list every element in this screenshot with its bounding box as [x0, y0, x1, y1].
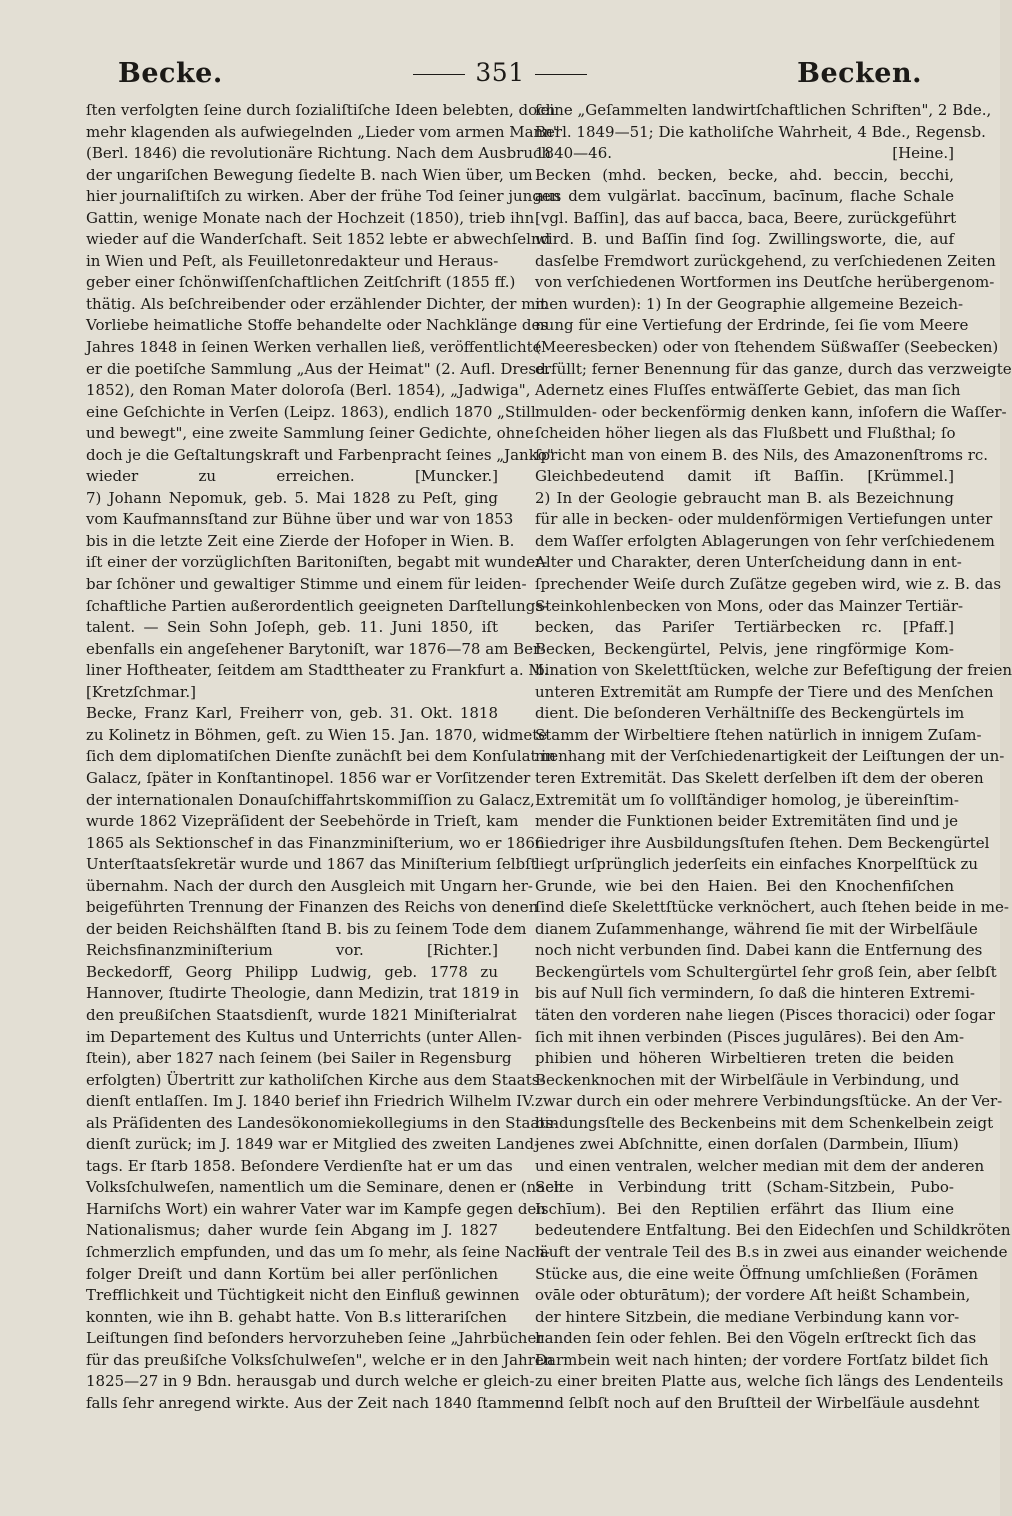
text-line: Ischīum). Bei den Reptilien erfährt das Ilium eine: [535, 1199, 954, 1218]
text-line: als Präſidenten des Landesökonomiekollegiums in den Staats-: [86, 1113, 559, 1132]
text-line: mehr klagenden als aufwiegelnden „Lieder vom armen Mann": [86, 122, 560, 141]
text-line: ſich mit ihnen verbinden (Pisces jugulāres). Bei den Am-: [535, 1027, 965, 1046]
text-line: Stamm der Wirbeltiere ſtehen natürlich in innigem Zuſam-: [535, 725, 982, 744]
text-line: hier journaliſtiſch zu wirken. Aber der frühe Tod ſeiner jungen: [86, 187, 561, 206]
text-line: talent. — Sein Sohn Joſeph, geb. 11. Juni 1850, iſt: [86, 618, 498, 637]
text-line: dienſt entlaſſen. Im J. 1840 berief ihn Friedrich Wilhelm IV.: [86, 1092, 536, 1111]
text-line: Adernetz eines Fluſſes entwäſſerte Gebiet, das man ſich: [535, 381, 961, 400]
text-line: in Wien und Peſt, als Feuilletonredakteur und Heraus-: [86, 251, 499, 270]
text-line: täten den vorderen nahe liegen (Pisces thoracici) oder ſogar: [535, 1005, 995, 1024]
text-line: ſchmerzlich empfunden, und das um ſo mehr, als ſeine Nach-: [86, 1242, 550, 1261]
text-line: erfolgten) Übertritt zur katholiſchen Kirche aus dem Staats-: [86, 1070, 545, 1089]
rule-left: [413, 74, 465, 75]
text-line: Berl. 1849—51; Die katholiſche Wahrheit, 4 Bde., Regensb.: [535, 122, 986, 141]
text-line: phibien und höheren Wirbeltieren treten die beiden: [535, 1049, 954, 1068]
text-line: Gattin, wenige Monate nach der Hochzeit (1850), trieb ihn: [86, 208, 535, 227]
text-line: ebenfalls ein angeſehener Barytoniſt, war 1876—78 am Ber-: [86, 639, 546, 658]
text-line: falls ſehr anregend wirkte. Aus der Zeit nach 1840 ſtammen: [86, 1393, 545, 1412]
text-line: thätig. Als beſchreibender oder erzählender Dichter, der mit: [86, 294, 547, 313]
text-line: Trefflichkeit und Tüchtigkeit nicht den Einfluß gewinnen: [86, 1286, 520, 1305]
text-line: dem Waſſer erfolgten Ablagerungen von ſehr verſchiedenem: [535, 531, 995, 550]
text-line: der hintere Sitzbein, die mediane Verbindung kann vor-: [535, 1307, 960, 1326]
text-line: bar ſchöner und gewaltiger Stimme und einem für leiden-: [86, 575, 527, 594]
text-line: dianem Zuſammenhange, während ſie mit der Wirbelſäule: [535, 919, 978, 938]
text-line: Volksſchulweſen, namentlich um die Seminare, denen er (nach: [86, 1178, 564, 1197]
text-line: bis auf Null ſich vermindern, ſo daß die hinteren Extremi-: [535, 984, 975, 1003]
text-line: doch je die Geſtaltungskraft und Farbenpracht ſeines „Janko": [86, 445, 554, 464]
text-line: 7) Johann Nepomuk, geb. 5. Mai 1828 zu Peſt, ging: [86, 488, 498, 507]
text-line: Stücke aus, die eine weite Öffnung umſchließen (Forāmen: [535, 1264, 979, 1283]
text-line: [vgl. Baſſin], das auf bacca, baca, Beere, zurückgeführt: [535, 208, 957, 227]
text-line: Beckedorff, Georg Philipp Ludwig, geb. 1778 zu: [86, 962, 498, 981]
text-line: den preußiſchen Staatsdienſt, wurde 1821 Miniſterialrat: [86, 1005, 517, 1024]
text-line: läuft der ventrale Teil des B.s in zwei aus einander weichende: [535, 1242, 1008, 1261]
text-line: dienſt zurück; im J. 1849 war er Mitglied des zweiten Land-: [86, 1135, 540, 1154]
text-line: Darmbein weit nach hinten; der vordere Fortſatz bildet ſich: [535, 1350, 989, 1369]
running-head-left: Becke.: [118, 58, 223, 89]
text-line: und einen ventralen, welcher median mit dem der anderen: [535, 1156, 985, 1175]
text-line: wieder auf die Wanderſchaft. Seit 1852 lebte er abwechſelnd: [86, 230, 551, 249]
text-line: Alter und Charakter, deren Unterſcheidung dann in ent-: [535, 553, 962, 572]
text-line: 1865 als Sektionschef in das Finanzminiſterium, wo er 1866: [86, 833, 545, 852]
text-line: Reichsfinanzminiſterium vor. [Richter.]: [86, 941, 498, 960]
text-line: liner Hoftheater, ſeitdem am Stadttheater zu Frankfurt a. M.: [86, 661, 549, 680]
text-line: Beckengürtels vom Schultergürtel ſehr groß ſein, aber ſelbſt: [535, 962, 997, 981]
text-line: Hannover, ſtudirte Theologie, dann Medizin, trat 1819 in: [86, 984, 519, 1003]
text-line: Nationalismus; daher wurde ſein Abgang im J. 1827: [86, 1221, 498, 1240]
text-line: [Kretzſchmar.]: [86, 682, 196, 701]
rule-right: [535, 74, 587, 75]
text-line: von verſchiedenen Wortformen ins Deutſche herübergenom-: [535, 273, 995, 292]
text-line: Becken (mhd. becken, becke, ahd. beccin, becchi,: [535, 165, 954, 184]
text-line: im Departement des Kultus und Unterrichts (unter Allen-: [86, 1027, 522, 1046]
left-column: [86, 100, 564, 1414]
text-line: bedeutendere Entfaltung. Bei den Eidechſen und Schildkröten: [535, 1221, 1011, 1240]
text-line: noch nicht verbunden ſind. Dabei kann die Entfernung des: [535, 941, 983, 960]
text-line: nung für eine Vertiefung der Erdrinde, ſei ſie vom Meere: [535, 316, 969, 335]
text-line: Becke, Franz Karl, Freiherr von, geb. 31. Okt. 1818: [86, 704, 498, 723]
text-line: ſcheiden höher liegen als das Flußbett und Flußthal; ſo: [535, 424, 956, 443]
text-line: men wurden): 1) In der Geographie allgemeine Bezeich-: [535, 294, 964, 313]
text-line: unteren Extremität am Rumpfe der Tiere und des Menſchen: [535, 682, 994, 701]
text-line: Vorliebe heimatliche Stoffe behandelte oder Nachklänge des: [86, 316, 549, 335]
text-line: aus dem vulgärlat. baccīnum, bacīnum, flache Schale: [535, 187, 954, 206]
text-line: übernahm. Nach der durch den Ausgleich mit Ungarn her-: [86, 876, 533, 895]
text-line: teren Extremität. Das Skelett derſelben iſt dem der oberen: [535, 768, 984, 787]
text-line: Seite in Verbindung tritt (Scham-Sitzbein, Pubo-: [535, 1178, 954, 1197]
text-line: dasſelbe Fremdwort zurückgehend, zu verſchiedenen Zeiten: [535, 251, 996, 270]
text-line: mender die Funktionen beider Extremitäten ſind und je: [535, 812, 958, 831]
text-line: ſprechender Weiſe durch Zuſätze gegeben wird, wie z. B. das: [535, 575, 1002, 594]
text-line: mulden- oder beckenförmig denken kann, inſofern die Waſſer-: [535, 402, 1007, 421]
text-line: menhang mit der Verſchiedenartigkeit der Leiſtungen der un-: [535, 747, 1005, 766]
text-line: ſich dem diplomatiſchen Dienſte zunächſt bei dem Konſulat in: [86, 747, 556, 766]
text-line: becken, das Pariſer Tertiärbecken rc. [Pfaff.]: [535, 618, 954, 637]
text-line: iſt einer der vorzüglichſten Baritoniſten, begabt mit wunder-: [86, 553, 548, 572]
text-line: wieder zu erreichen. [Muncker.]: [86, 467, 498, 486]
text-line: (Berl. 1846) die revolutionäre Richtung. Nach dem Ausbruch: [86, 144, 552, 163]
text-line: Unterſtaatsſekretär wurde und 1867 das Miniſterium ſelbſt: [86, 855, 537, 874]
text-line: wird. B. und Baſſin ſind ſog. Zwillingsworte, die, auf: [535, 230, 954, 249]
text-line: geber einer ſchönwiſſenſchaftlichen Zeitſchrift (1855 ff.): [86, 273, 516, 292]
text-line: konnten, wie ihn B. gehabt hatte. Von B.s litterariſchen: [86, 1307, 507, 1326]
text-line: bis in die letzte Zeit eine Zierde der Hofoper in Wien. B.: [86, 531, 515, 550]
text-line: erfüllt; ferner Benennung für das ganze, durch das verzweigte: [535, 359, 1012, 378]
text-line: 1825—27 in 9 Bdn. herausgab und durch welche er gleich-: [86, 1372, 535, 1391]
text-line: und bewegt", eine zweite Sammlung ſeiner Gedichte, ohne: [86, 424, 534, 443]
text-line: folger Dreiſt und dann Kortüm bei aller perſönlichen: [86, 1264, 498, 1283]
text-line: der ungariſchen Bewegung ſiedelte B. nach Wien über, um: [86, 165, 533, 184]
text-line: 2) In der Geologie gebraucht man B. als Bezeichnung: [535, 488, 954, 507]
text-line: für das preußiſche Volksſchulweſen", welche er in den Jahren: [86, 1350, 554, 1369]
text-line: (Meeresbecken) oder von ſtehendem Süßwaſſer (Seebecken): [535, 338, 999, 357]
text-line: bindungsſtelle des Beckenbeins mit dem Schenkelbein zeigt: [535, 1113, 994, 1132]
text-line: Harniſchs Wort) ein wahrer Vater war im Kampfe gegen den: [86, 1199, 546, 1218]
text-line: ſten verfolgten ſeine durch ſozialiſtiſche Ideen belebten, doch: [86, 101, 556, 119]
text-line: Extremität um ſo vollſtändiger homolog, je übereinſtim-: [535, 790, 959, 809]
text-line: bination von Skelettſtücken, welche zur Befeſtigung der freien: [535, 661, 1012, 680]
text-line: Leiſtungen ſind beſonders hervorzuheben ſeine „Jahrbücher: [86, 1329, 544, 1348]
text-line: dient. Die beſonderen Verhältniſſe des Beckengürtels im: [535, 704, 965, 723]
text-line: wurde 1862 Vizepräſident der Seebehörde in Trieſt, kam: [86, 812, 519, 831]
text-line: 1840—46. [Heine.]: [535, 144, 954, 163]
text-line: eine Geſchichte in Verſen (Leipz. 1863), endlich 1870 „Still: [86, 402, 536, 421]
text-line: Gleichbedeutend damit iſt Baſſin. [Krümmel.]: [535, 467, 954, 486]
text-line: Grunde, wie bei den Haien. Bei den Knochenfiſchen: [535, 876, 954, 895]
text-line: er die poetiſche Sammlung „Aus der Heimat" (2. Aufl. Dresd.: [86, 359, 551, 378]
text-line: zu einer breiten Platte aus, welche ſich längs des Lendenteils: [535, 1372, 1004, 1391]
text-line: zwar durch ein oder mehrere Verbindungsſtücke. An der Ver-: [535, 1092, 1003, 1111]
text-line: Becken, Beckengürtel, Pelvis, jene ringförmige Kom-: [535, 639, 954, 658]
text-line: Jahres 1848 in ſeinen Werken verhallen ließ, veröffentlichte: [86, 338, 542, 357]
text-line: und ſelbſt noch auf den Bruſtteil der Wirbelſäule ausdehnt: [535, 1393, 980, 1412]
text-line: zu Kolinetz in Böhmen, geſt. zu Wien 15. Jan. 1870, widmete: [86, 725, 548, 744]
text-line: niedriger ihre Ausbildungsſtufen ſtehen. Dem Beckengürtel: [535, 833, 990, 852]
text-line: Galacz, ſpäter in Konſtantinopel. 1856 war er Vorſitzender: [86, 768, 531, 787]
text-line: der beiden Reichshälften ſtand B. bis zu ſeinem Tode dem: [86, 919, 527, 938]
text-line: ſpricht man von einem B. des Nils, des Amazonenſtroms rc.: [535, 445, 989, 464]
text-line: Steinkohlenbecken von Mons, oder das Mainzer Tertiär-: [535, 596, 964, 615]
text-line: ovāle oder obturātum); der vordere Aſt heißt Schambein,: [535, 1286, 971, 1305]
text-line: liegt urſprünglich jederſeits ein einfaches Knorpelſtück zu: [535, 855, 979, 874]
text-line: ſeine „Geſammelten landwirtſchaftlichen Schriften", 2 Bde.,: [535, 101, 992, 119]
text-line: handen ſein oder fehlen. Bei den Vögeln erſtreckt ſich das: [535, 1329, 977, 1348]
text-line: der internationalen Donauſchiffahrtskommiſſion zu Galacz,: [86, 790, 535, 809]
text-line: Beckenknochen mit der Wirbelſäule in Verbindung, und: [535, 1070, 960, 1089]
text-line: für alle in becken- oder muldenförmigen Vertiefungen unter: [535, 510, 993, 529]
text-line: 1852), den Roman Mater doloroſa (Berl. 1854), „Jadwiga",: [86, 381, 531, 400]
running-head-right: Becken.: [797, 58, 922, 89]
text-line: ſtein), aber 1827 nach ſeinem (bei Sailer in Regensburg: [86, 1049, 512, 1068]
right-column: [535, 100, 1012, 1414]
text-line: vom Kaufmannsſtand zur Bühne über und war von 1853: [86, 510, 514, 529]
text-line: ſchaftliche Partien außerordentlich geeigneten Darſtellungs-: [86, 596, 549, 615]
text-line: tags. Er ſtarb 1858. Beſondere Verdienſte hat er um das: [86, 1156, 513, 1175]
text-line: ſind dieſe Skelettſtücke verknöchert, auch ſtehen beide in me-: [535, 898, 1009, 917]
text-line: beigeführten Trennung der Finanzen des Reichs von denen: [86, 898, 539, 917]
text-line: jenes zwei Abſchnitte, einen dorſalen (Darmbein, Ilīum): [535, 1135, 959, 1154]
page-number-text: 351: [475, 58, 525, 87]
